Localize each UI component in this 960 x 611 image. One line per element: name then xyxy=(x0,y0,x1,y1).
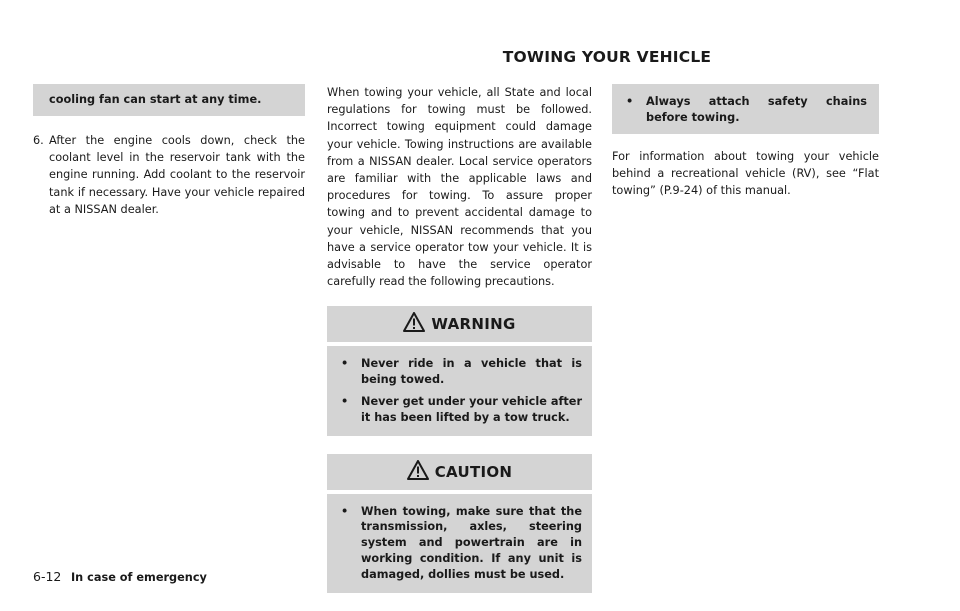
bullet: • xyxy=(341,357,349,371)
step-number: 6. xyxy=(33,134,44,147)
towing-intro-paragraph: When towing your vehicle, all State and local regulations for towing must be followed. Incorrect towing equipment could damage your vehicle. Towing instructions are available from a NISSAN dealer. Local service operators are familiar with the applicable laws and procedures for towing. To assure proper towing and to prevent accidental damage to your vehicle, NISSAN recommends that you have a service operator tow your vehicle. It is advisable to have the service operator carefully read the following precautions. xyxy=(327,86,592,289)
caution-label: CAUTION xyxy=(434,462,513,481)
chapter-title: In case of emergency xyxy=(70,571,207,584)
warning-triangle-icon xyxy=(407,460,429,484)
column-1 xyxy=(33,84,305,218)
step-text: After the engine cools down, check the coolant level in the reservoir tank with the engine running. Add coolant to the reservoir tank if necessary. Have your vehicle repaired at a NISSAN dealer. xyxy=(49,134,305,216)
warning-continuation-box: cooling fan can start at any time. xyxy=(33,84,305,116)
warning-label: WARNING xyxy=(431,315,516,334)
page-footer xyxy=(33,569,207,584)
step-6 xyxy=(33,132,305,218)
safety-chain-item: • Always attach safety chains before towing. xyxy=(626,95,867,124)
bullet: • xyxy=(341,504,349,518)
bullet: • xyxy=(626,95,634,108)
section-title: TOWING YOUR VEHICLE xyxy=(502,48,712,66)
flat-towing-paragraph: For information about towing your vehicle behind a recreational vehicle (RV), see “Flat towing” (P.9-24) of this manual. xyxy=(612,149,879,197)
warning-item: • Never get under your vehicle after it has been lifted by a tow truck. xyxy=(341,395,583,424)
column-2 xyxy=(327,84,592,593)
safety-chain-box xyxy=(612,84,879,134)
page-number: 6-12 xyxy=(33,569,62,584)
column-3 xyxy=(612,84,879,199)
warning-body xyxy=(327,346,592,435)
caution-header xyxy=(327,454,592,490)
warning-header xyxy=(327,306,592,342)
warning-triangle-icon xyxy=(403,312,425,336)
warning-item: • Never ride in a vehicle that is being towed. xyxy=(341,357,582,387)
caution-body xyxy=(327,494,592,593)
caution-item: • When towing, make sure that the transmission, axles, steering system and powertrain are in working condition. If any unit is damaged, dollies must be used. xyxy=(341,504,582,581)
bullet: • xyxy=(341,395,349,409)
